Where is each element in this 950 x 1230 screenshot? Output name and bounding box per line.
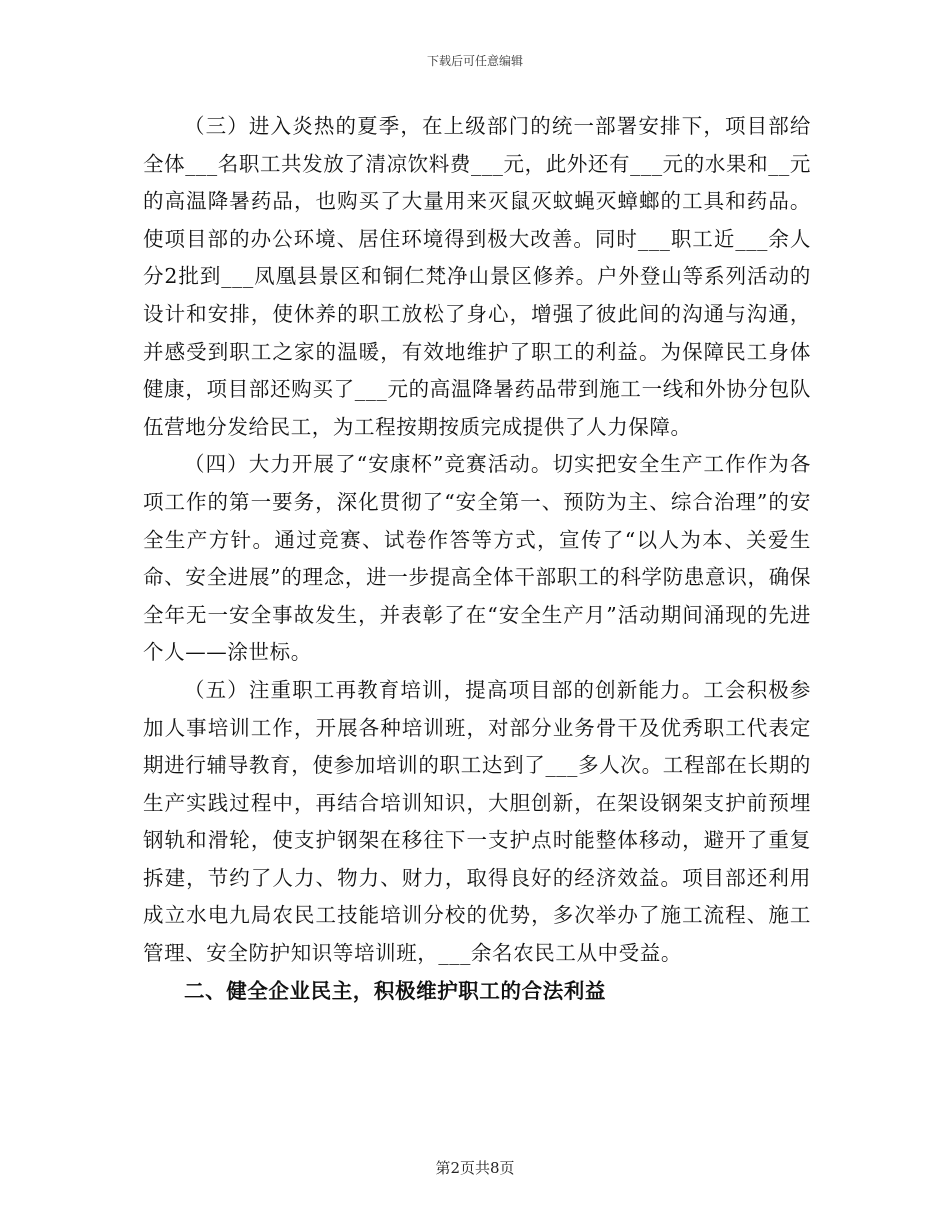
page-number: 第2页共8页 — [435, 1159, 515, 1177]
paragraph-training: （五）注重职工再教育培训，提高项目部的创新能力。工会积极参加人事培训工作，开展各种培训班，对部分业务骨干及优秀职工代表定期进行辅导教育，使参加培训的职工达到了___多人次。工程部在长期的生产实践过程中，再结合培训知识，大胆创新，在架设钢架支护前预埋钢轨和滑轮，使支护钢架在移往下一支护点时能整体移动，避开了重复拆建，节约了人力、物力、财力，取得良好的经济效益。项目部还利用成立水电九局农民工技能培训分校的优势，多次举办了施工流程、施工管理、安全防护知识等培训班，___余名农民工从中受益。 — [143, 677, 811, 966]
page-header: 下载后可任意编辑 — [426, 54, 523, 68]
document-body — [143, 108, 811, 1010]
section-heading: 二、健全企业民主，积极维护职工的合法利益 — [184, 978, 606, 1003]
paragraph-summer-welfare: （三）进入炎热的夏季，在上级部门的统一部署安排下，项目部给全体___名职工共发放了清凉饮料费___元，此外还有___元的水果和__元的高温降暑药品，也购买了大量用来灭鼠灭蚊蝇灭蟑螂的工具和药品。使项目部的办公环境、居住环境得到极大改善。同时___职工近___余人分2批到___凤凰县景区和铜仁梵净山景区修养。户外登山等系列活动的设计和安排，使休养的职工放松了身心，增强了彼此间的沟通与沟通，并感受到职工之家的温暖，有效地维护了职工的利益。为保障民工身体健康，项目部还购买了___元的高温降暑药品带到施工一线和外协分包队伍营地分发给民工，为工程按期按质完成提供了人力保障。 — [143, 114, 811, 439]
paragraph-ankang-cup: （四）大力开展了“安康杯”竞赛活动。切实把安全生产工作作为各项工作的第一要务，深化贯彻了“安全第一、预防为主、综合治理”的安全生产方针。通过竞赛、试卷作答等方式，宣传了“以人为本、关爱生命、安全进展”的理念，进一步提高全体干部职工的科学防患意识，确保全年无一安全事故发生，并表彰了在“安全生产月”活动期间涌现的先进个人——涂世标。 — [143, 452, 811, 665]
